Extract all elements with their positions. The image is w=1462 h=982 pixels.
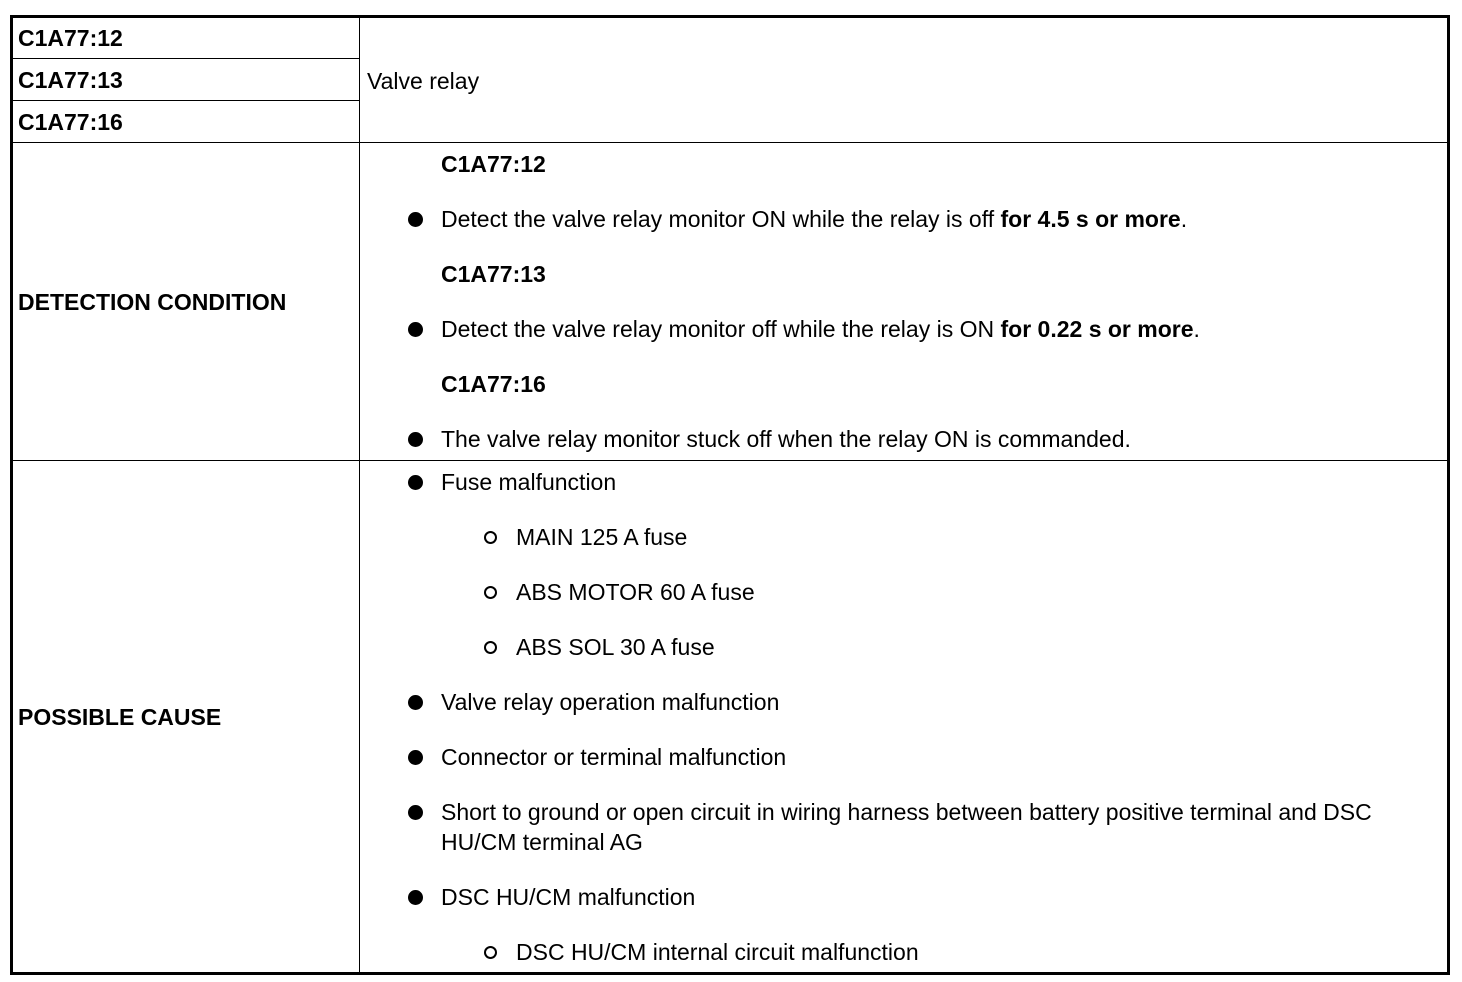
bullet-icon bbox=[408, 805, 423, 820]
dtc-code: C1A77:16 bbox=[18, 109, 123, 135]
bullet-icon bbox=[408, 890, 423, 905]
cause-item: Fuse malfunction bbox=[441, 469, 617, 495]
dtc-code: C1A77:12 bbox=[18, 25, 123, 51]
cause-item: DSC HU/CM malfunction bbox=[441, 884, 696, 910]
circle-bullet-icon bbox=[484, 586, 497, 599]
section-code: C1A77:13 bbox=[441, 261, 546, 287]
section-code: C1A77:12 bbox=[441, 151, 546, 177]
detection-condition-label: DETECTION CONDITION bbox=[18, 289, 287, 315]
cause-subitem: MAIN 125 A fuse bbox=[516, 524, 688, 550]
row-divider bbox=[10, 58, 360, 59]
column-divider bbox=[359, 15, 360, 975]
row-divider bbox=[10, 142, 1450, 143]
condition-text: Detect the valve relay monitor off while the relay is ON for 0.22 s or more. bbox=[441, 316, 1200, 342]
cause-item: Short to ground or open circuit in wiring harness between battery positive terminal and DSC HU/CM terminal AG bbox=[441, 799, 1372, 855]
cause-subitem: ABS SOL 30 A fuse bbox=[516, 634, 715, 660]
dtc-code: C1A77:13 bbox=[18, 67, 123, 93]
bullet-icon bbox=[408, 212, 423, 227]
section-code: C1A77:16 bbox=[441, 371, 546, 397]
bullet-icon bbox=[408, 475, 423, 490]
cause-subitem: ABS MOTOR 60 A fuse bbox=[516, 579, 755, 605]
row-divider bbox=[10, 460, 1450, 461]
possible-cause-label: POSSIBLE CAUSE bbox=[18, 704, 222, 730]
bullet-icon bbox=[408, 750, 423, 765]
cause-item: Connector or terminal malfunction bbox=[441, 744, 787, 770]
dtc-description: Valve relay bbox=[367, 68, 480, 94]
cause-subitem: DSC HU/CM internal circuit malfunction bbox=[516, 939, 919, 965]
row-divider bbox=[10, 100, 360, 101]
condition-text: Detect the valve relay monitor ON while the relay is off for 4.5 s or more. bbox=[441, 206, 1188, 232]
cause-item: Valve relay operation malfunction bbox=[441, 689, 780, 715]
circle-bullet-icon bbox=[484, 946, 497, 959]
bullet-icon bbox=[408, 432, 423, 447]
bullet-icon bbox=[408, 322, 423, 337]
condition-text: The valve relay monitor stuck off when the relay ON is commanded. bbox=[441, 426, 1131, 452]
bullet-icon bbox=[408, 695, 423, 710]
circle-bullet-icon bbox=[484, 641, 497, 654]
circle-bullet-icon bbox=[484, 531, 497, 544]
